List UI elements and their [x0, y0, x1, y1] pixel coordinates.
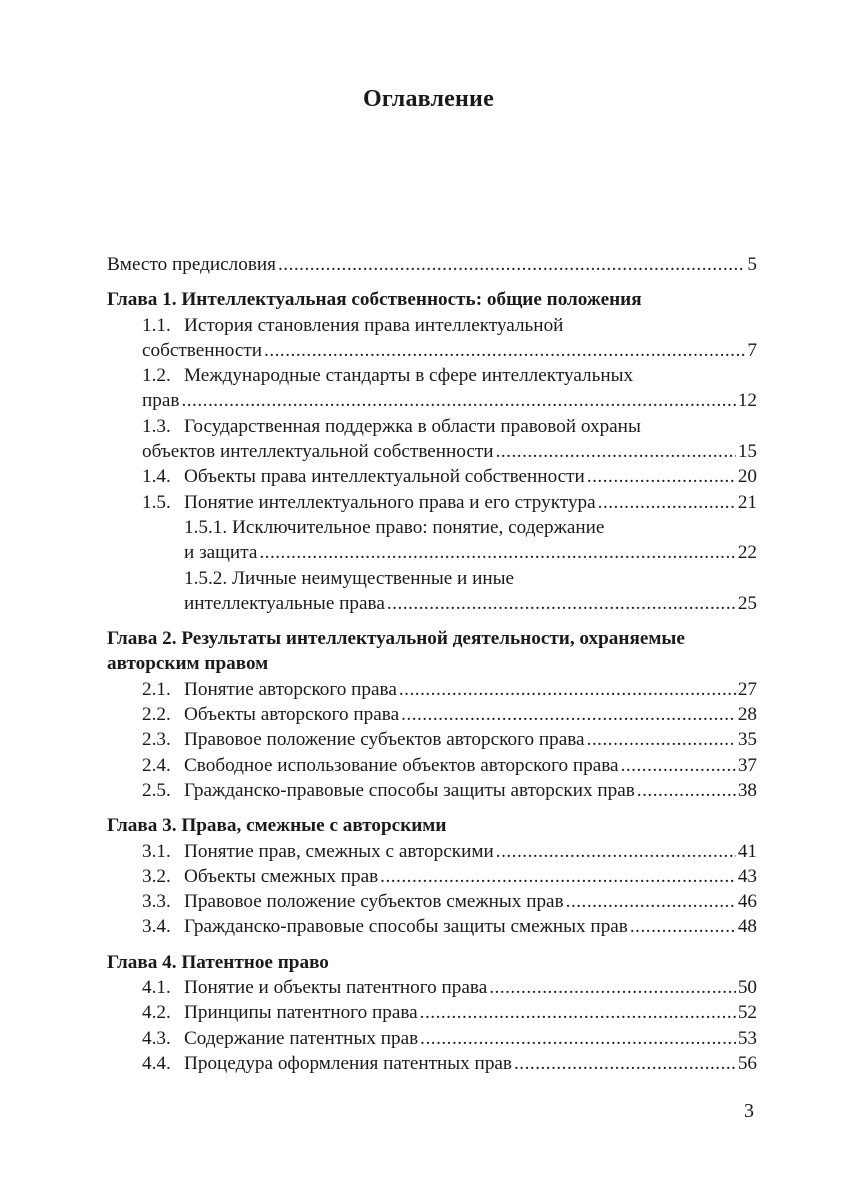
- toc-entry-1-4[interactable]: [107, 464, 757, 489]
- dot-leader: [401, 702, 736, 727]
- dot-leader: [181, 388, 735, 413]
- toc-entry-1-5-1-cont[interactable]: [107, 540, 757, 565]
- section-title: Объекты права интеллектуальной собственности: [184, 466, 585, 488]
- toc-page-number: 52: [737, 1002, 757, 1024]
- toc-entry-4-3[interactable]: [107, 1026, 757, 1051]
- section-number: 2.1.: [142, 678, 171, 700]
- toc-entry-1-3-cont[interactable]: [107, 439, 757, 464]
- chapter-4-heading[interactable]: Глава 4. Патентное право: [107, 951, 329, 973]
- toc-entry-4-1[interactable]: [107, 975, 757, 1000]
- toc-page-number: 43: [737, 865, 757, 887]
- toc-entry-1-1-cont[interactable]: [107, 338, 757, 363]
- toc-entry-1-2-cont[interactable]: [107, 388, 757, 413]
- toc-entry-1-5-2[interactable]: 1.5.2. Личные неимущественные и иные: [184, 567, 515, 589]
- section-title: Свободное использование объектов авторского права: [184, 754, 619, 776]
- toc-entry-3-2[interactable]: [107, 864, 757, 889]
- page-number: 3: [744, 1100, 754, 1122]
- section-title-cont: собственности: [142, 339, 263, 361]
- dot-leader: [259, 540, 735, 565]
- dot-leader: [496, 439, 736, 464]
- toc-page-number: 20: [737, 466, 757, 488]
- toc-page-number: 27: [737, 678, 757, 700]
- toc-entry-1-2[interactable]: [107, 363, 757, 388]
- section-title: Понятие авторского права: [184, 678, 397, 700]
- section-number: 3.1.: [142, 840, 171, 862]
- chapter-2-heading[interactable]: Глава 2. Результаты интеллектуальной деятельности, охраняемые: [107, 628, 685, 650]
- section-title-cont: объектов интеллектуальной собственности: [142, 441, 494, 463]
- section-number: 4.4.: [142, 1052, 171, 1074]
- section-title: Государственная поддержка в области правовой охраны: [184, 415, 641, 437]
- section-number: 3.2.: [142, 865, 171, 887]
- section-title: Понятие и объекты патентного права: [184, 977, 488, 999]
- dot-leader: [566, 889, 736, 914]
- section-title: Правовое положение субъектов смежных прав: [184, 891, 564, 913]
- section-title: Принципы патентного права: [184, 1002, 418, 1024]
- dot-leader: [496, 839, 736, 864]
- section-number: 2.4.: [142, 754, 171, 776]
- section-title: Понятие интеллектуального права и его структура: [184, 491, 596, 513]
- chapter-3-heading[interactable]: Глава 3. Права, смежные с авторскими: [107, 815, 447, 837]
- dot-leader: [264, 338, 745, 363]
- chapter-2-heading-cont[interactable]: авторским правом: [107, 653, 269, 675]
- toc-page-number: 7: [747, 339, 757, 361]
- section-number: 3.4.: [142, 916, 171, 938]
- section-title-cont: и защита: [184, 542, 258, 564]
- section-title: Содержание патентных прав: [184, 1027, 419, 1049]
- toc-entry-1-5-1[interactable]: 1.5.1. Исключительное право: понятие, содержание: [184, 516, 605, 538]
- toc-entry-4-4[interactable]: [107, 1051, 757, 1076]
- toc-page-number: 37: [737, 754, 757, 776]
- dot-leader: [637, 778, 736, 803]
- toc-page-number: 48: [737, 916, 757, 938]
- section-number: 1.4.: [142, 466, 171, 488]
- toc-page-number: 5: [747, 254, 757, 275]
- toc-page-number: 56: [737, 1052, 757, 1074]
- section-number: 2.2.: [142, 704, 171, 726]
- toc-page-number: 38: [737, 779, 757, 801]
- toc-entry-3-3[interactable]: [107, 889, 757, 914]
- section-number: 3.3.: [142, 891, 171, 913]
- toc-page-number: 50: [737, 977, 757, 999]
- toc-page-number: 53: [737, 1027, 757, 1049]
- toc-page-number: 21: [737, 491, 757, 513]
- toc-entry-2-3[interactable]: [107, 727, 757, 752]
- toc-entry-2-2[interactable]: [107, 702, 757, 727]
- toc-entry-title: Вместо предисловия: [107, 254, 276, 275]
- toc-entry-1-5-2-cont[interactable]: [107, 591, 757, 616]
- section-number: 2.5.: [142, 779, 171, 801]
- dot-leader: [514, 1051, 736, 1076]
- toc-entry-3-1[interactable]: [107, 839, 757, 864]
- toc-entry-1-3[interactable]: [107, 414, 757, 439]
- toc-entry-2-1[interactable]: [107, 677, 757, 702]
- toc-entry-preface[interactable]: [107, 252, 757, 277]
- dot-leader: [587, 464, 736, 489]
- toc-page-number: 35: [737, 729, 757, 751]
- dot-leader: [420, 1026, 736, 1051]
- toc-entry-1-5[interactable]: [107, 490, 757, 515]
- toc-entry-2-4[interactable]: [107, 753, 757, 778]
- toc-page-number: 12: [737, 390, 757, 412]
- section-title-cont: интеллектуальные права: [184, 592, 385, 614]
- dot-leader: [630, 914, 736, 939]
- section-title: Гражданско-правовые способы защиты авторских прав: [184, 779, 635, 801]
- toc-page-number: 22: [737, 542, 757, 564]
- toc-entry-1-1[interactable]: [107, 313, 757, 338]
- dot-leader: [489, 975, 736, 1000]
- section-number: 2.3.: [142, 729, 171, 751]
- dot-leader: [598, 490, 736, 515]
- toc-entry-3-4[interactable]: [107, 914, 757, 939]
- toc-entry-4-2[interactable]: [107, 1000, 757, 1025]
- toc-page-number: 28: [737, 704, 757, 726]
- section-number: 1.3.: [142, 415, 171, 437]
- section-title: Правовое положение субъектов авторского права: [184, 729, 585, 751]
- section-title: Объекты смежных прав: [184, 865, 379, 887]
- section-number: 1.1.: [142, 314, 171, 336]
- dot-leader: [387, 591, 736, 616]
- section-title: Международные стандарты в сфере интеллектуальных: [184, 365, 634, 387]
- dot-leader: [380, 864, 736, 889]
- section-title: История становления права интеллектуальной: [184, 314, 564, 336]
- toc-page-number: 25: [737, 592, 757, 614]
- section-number: 4.1.: [142, 977, 171, 999]
- dot-leader: [621, 753, 736, 778]
- page-title: Оглавление: [363, 86, 494, 112]
- section-number: 4.3.: [142, 1027, 171, 1049]
- section-title: Понятие прав, смежных с авторскими: [184, 840, 494, 862]
- dot-leader: [399, 677, 736, 702]
- toc-page-number: 15: [737, 441, 757, 463]
- chapter-1-heading[interactable]: Глава 1. Интеллектуальная собственность: общие положения: [107, 289, 642, 311]
- section-number: 1.2.: [142, 365, 171, 387]
- section-title: Объекты авторского права: [184, 704, 400, 726]
- dot-leader: [278, 252, 745, 277]
- dot-leader: [587, 727, 736, 752]
- toc-entry-2-5[interactable]: [107, 778, 757, 803]
- section-number: 1.5.: [142, 491, 171, 513]
- dot-leader: [420, 1000, 736, 1025]
- section-title: Гражданско-правовые способы защиты смежных прав: [184, 916, 628, 938]
- toc-page-number: 41: [737, 840, 757, 862]
- table-of-contents: [107, 252, 757, 1076]
- toc-page-number: 46: [737, 891, 757, 913]
- section-title-cont: прав: [142, 390, 180, 412]
- section-number: 4.2.: [142, 1002, 171, 1024]
- section-title: Процедура оформления патентных прав: [184, 1052, 512, 1074]
